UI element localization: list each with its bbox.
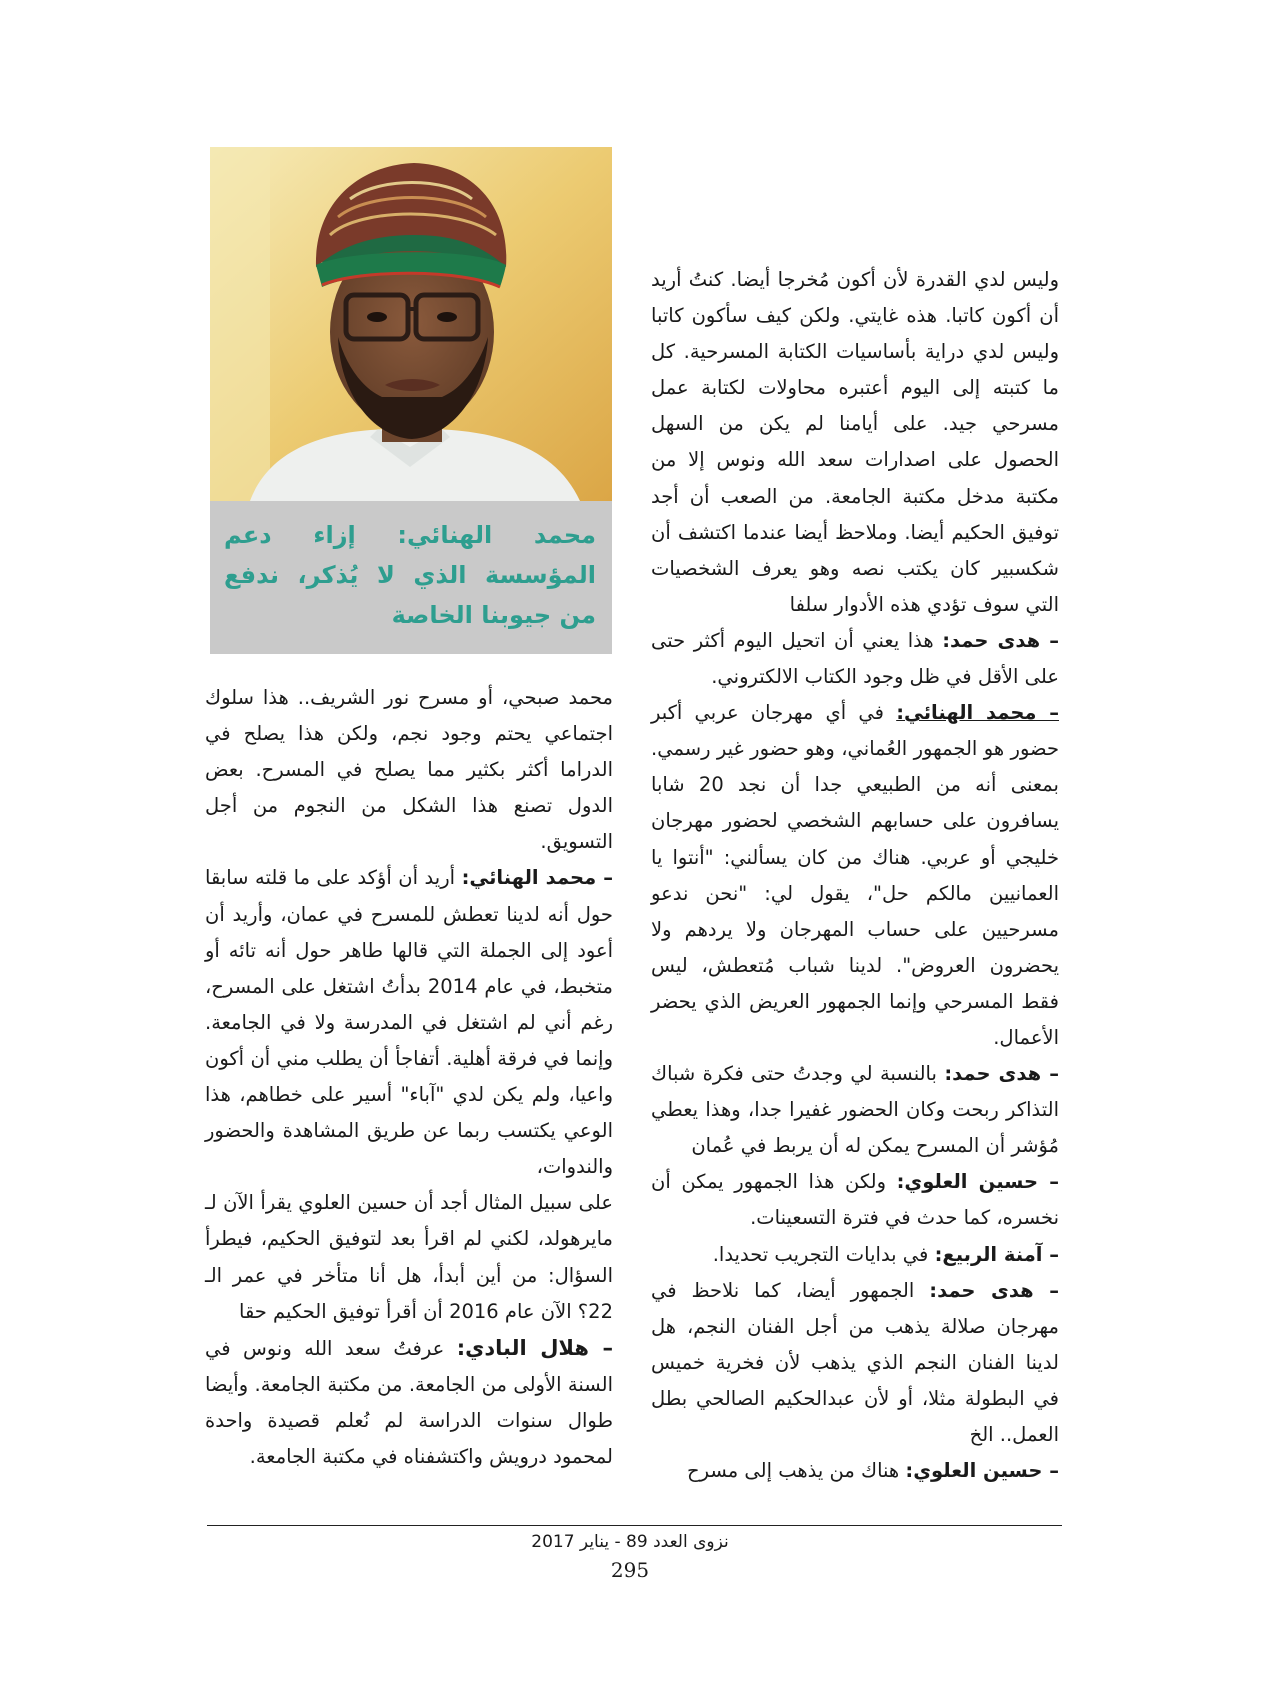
- paragraph-text: هناك من يذهب إلى مسرح: [687, 1459, 906, 1483]
- paragraph: [205, 1185, 613, 1329]
- speaker-name: – حسين العلوي:: [896, 1170, 1059, 1194]
- speaker-name: – هدى حمد:: [929, 1278, 1059, 1302]
- page-number: 295: [610, 1558, 650, 1582]
- paragraph: [651, 1273, 1059, 1453]
- pull-quote-caption: محمد الهنائي: إزاء دعم المؤسسة الذي لا يُذكر، ندفع من جيوبنا الخاصة: [210, 501, 612, 654]
- speaker-name: – آمنة الربيع:: [934, 1242, 1059, 1266]
- paragraph-text: أريد أن أؤكد على ما قلته سابقا حول أنه لدينا تعطش للمسرح في عمان، وأريد أن أعود إلى الجملة التي قالها طاهر حول أنه تائه أو متخبط، في عام 2014 بدأتُ اشتغل على المسرح، رغم أني لم اشتغل في المدرسة ولا في الجامعة. وإنما في فرقة أهلية. أتفاجأ أن يطلب مني أن أكون واعيا، ولم يكن لدي "آباء" أسير على خطاهم، هذا الوعي يكتسب ربما عن طريق المشاهدة والحضور والندوات،: [205, 866, 613, 1179]
- paragraph: [651, 695, 1059, 1056]
- speaker-name: – هدى حمد:: [944, 1062, 1059, 1086]
- speaker-name: – حسين العلوي:: [905, 1459, 1059, 1483]
- paragraph-text: في أي مهرجان عربي أكبر حضور هو الجمهور العُماني، وهو حضور غير رسمي. بمعنى أنه من الطبيعي جدا أن نجد 20 شابا يسافرون على حسابهم الشخصي لحضور مهرجان خليجي أو عربي. هناك من كان يسألني: "أنتوا يا العمانيين مالكم حل"، يقول لي: "نحن ندعو مسرحيين على حساب المهرجان ولا يردهم ولا يحضرون العروض". لدينا شباب مُتعطش، ليس فقط المسرحي وإنما الجمهور العريض الذي يحضر الأعمال.: [651, 701, 1059, 1049]
- article-column-right: [651, 262, 1059, 1489]
- paragraph: [205, 860, 613, 1185]
- paragraph: [651, 1164, 1059, 1236]
- paragraph-text: على سبيل المثال أجد أن حسين العلوي يقرأ الآن لـ مايرهولد، لكني لم اقرأ بعد لتوفيق الحكيم، فيطرأ السؤال: من أين أبدأ، هل أنا متأخر في عمر الـ 22؟ الآن عام 2016 أن أقرأ توفيق الحكيم حقا: [205, 1191, 613, 1323]
- paragraph-text: الجمهور أيضا، كما نلاحظ في مهرجان صلالة يذهب من أجل الفنان النجم، هل لدينا الفنان النجم الذي يذهب لأن فخرية خميس في البطولة مثلا، أو لأن عبدالحكيم الصالحي بطل العمل.. الخ: [651, 1278, 1059, 1446]
- article-column-left: [205, 680, 613, 1475]
- paragraph: [651, 1453, 1059, 1489]
- portrait-illustration: [210, 147, 612, 501]
- paragraph-text: هذا يعني أن اتحيل اليوم أكثر حتى على الأقل في ظل وجود الكتاب الالكتروني.: [651, 628, 1059, 689]
- speaker-name: – محمد الهنائي:: [896, 701, 1059, 725]
- paragraph: [651, 1056, 1059, 1164]
- paragraph-text: عرفتُ سعد الله ونوس في السنة الأولى من الجامعة. من مكتبة الجامعة. وأيضا طوال سنوات الدراسة لم نُعلم قصيدة واحدة لمحمود درويش واكتشفناه في مكتبة الجامعة.: [205, 1336, 613, 1468]
- paragraph: [651, 1237, 1059, 1273]
- footer-divider: [207, 1525, 1062, 1526]
- paragraph: [205, 1330, 613, 1475]
- paragraph: [651, 623, 1059, 695]
- speaker-name: – هلال البادي:: [456, 1335, 614, 1360]
- speaker-name: – هدى حمد:: [942, 628, 1059, 652]
- portrait-photo: [210, 147, 612, 501]
- paragraph-text: وليس لدي القدرة لأن أكون مُخرجا أيضا. كنتُ أريد أن أكون كاتبا. هذه غايتي. ولكن كيف سأكون كاتبا وليس لدي دراية بأساسيات الكتابة المسرحية. كل ما كتبته إلى اليوم أعتبره محاولات لكتابة عمل مسرحي جيد. على أيامنا لم يكن من السهل الحصول على اصدارات سعد الله ونوس إلا من مكتبة مدخل مكتبة الجامعة. من الصعب أن أجد توفيق الحكيم أيضا. وملاحظ أيضا عندما اكتشف أن شكسبير كان يكتب نصه وهو يعرف الشخصيات التي سوف تؤدي هذه الأدوار سلفا: [651, 268, 1059, 616]
- paragraph-text: محمد صبحي، أو مسرح نور الشريف.. هذا سلوك اجتماعي يحتم وجود نجم، ولكن هذا يصلح في الدراما أكثر بكثير مما يصلح في المسرح. بعض الدول تصنع هذا الشكل من النجوم من أجل التسويق.: [205, 686, 613, 854]
- footer-issue-label: نزوى العدد 89 - يناير 2017: [531, 1532, 729, 1552]
- paragraph-text: في بدايات التجريب تحديدا.: [712, 1242, 935, 1266]
- speaker-name: – محمد الهنائي:: [461, 866, 613, 890]
- paragraph: [651, 262, 1059, 623]
- paragraph-text: ولكن هذا الجمهور يمكن أن نخسره، كما حدث في فترة التسعينات.: [651, 1170, 1059, 1230]
- paragraph: [205, 680, 613, 860]
- paragraph-text: بالنسبة لي وجدتُ حتى فكرة شباك التذاكر ربحت وكان الحضور غفيرا جدا، وهذا يعطي مُؤشر أن المسرح يمكن له أن يربط في عُمان: [651, 1062, 1059, 1158]
